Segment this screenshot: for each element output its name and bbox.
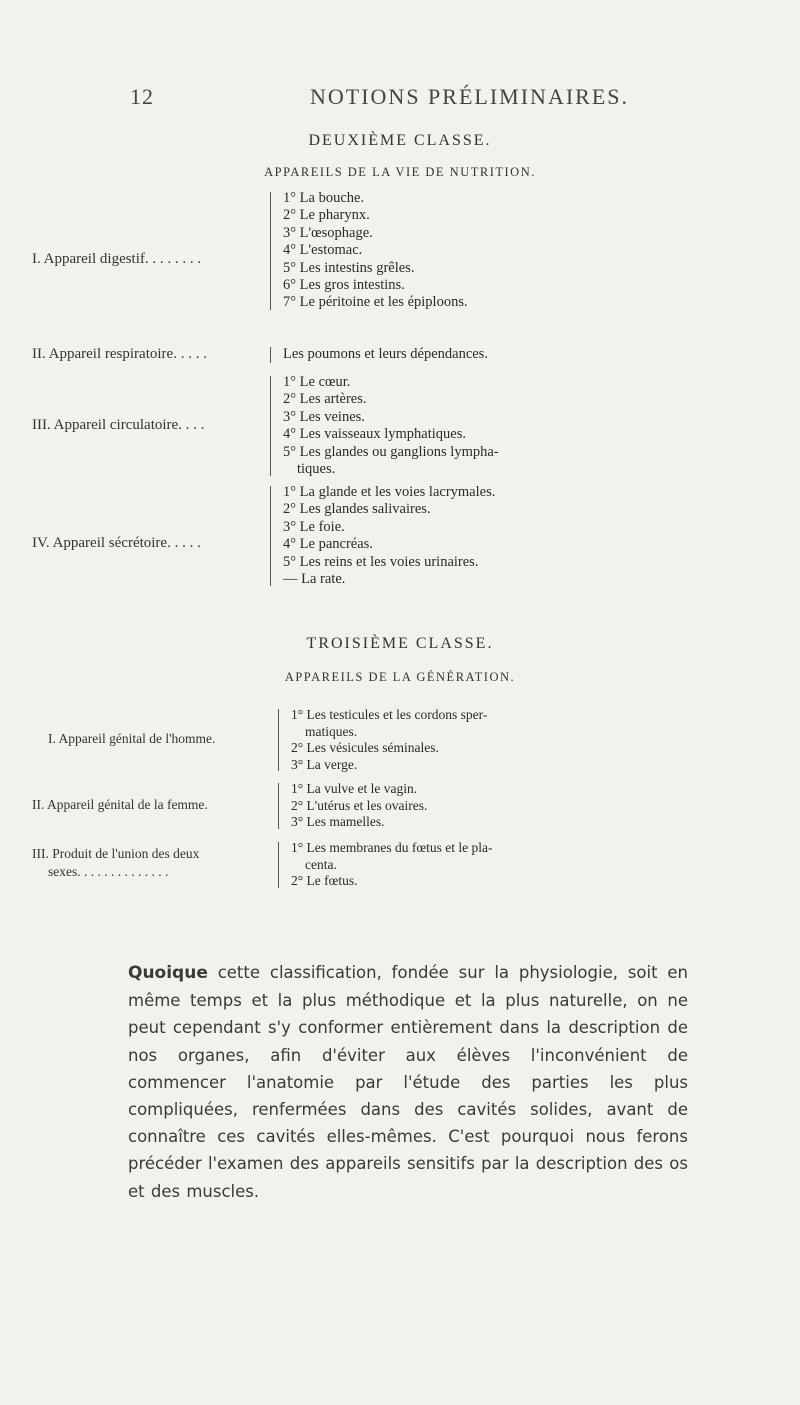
item-list	[283, 346, 488, 363]
list-item: 2° Le pharynx.	[283, 207, 370, 224]
list-item: 2° Les glandes salivaires.	[283, 501, 431, 518]
item-list	[291, 781, 427, 831]
brace	[270, 376, 277, 476]
list-item: 1° Les membranes du fœtus et le pla-	[291, 840, 493, 855]
second-class-title: DEUXIÈME CLASSE.	[308, 132, 492, 149]
group-label: I. Appareil génital de l'homme.	[48, 731, 216, 746]
group-label: II. Appareil génital de la femme.	[32, 797, 208, 812]
list-item: 3° La verge.	[291, 756, 358, 772]
running-head	[0, 84, 800, 110]
list-item: 5° Les glandes ou ganglions lympha-	[283, 443, 499, 460]
list-item: 1° Les testicules et les cordons sper-	[291, 707, 488, 722]
list-item: 1° La glande et les voies lacrymales.	[283, 484, 496, 500]
list-item: centa.	[305, 856, 337, 872]
list-item: 4° Les vaisseaux lymphatiques.	[283, 426, 466, 443]
list-item: 2° L'utérus et les ovaires.	[291, 797, 428, 813]
list-item: 3° Les mamelles.	[291, 814, 385, 829]
paragraph-lead-word: Quoique	[128, 963, 208, 983]
list-item: 2° Les artères.	[283, 391, 367, 408]
third-class-subtitle: APPAREILS DE LA GÉNÉRATION.	[284, 670, 516, 684]
brace	[278, 783, 285, 829]
page-number: 12	[130, 84, 154, 109]
item-list	[291, 840, 492, 890]
item-list	[291, 707, 487, 773]
brace	[270, 192, 277, 310]
list-item: tiques.	[297, 460, 336, 477]
third-class-title: TROISIÈME CLASSE.	[306, 635, 494, 652]
list-item: 5° Les reins et les voies urinaires.	[283, 553, 479, 570]
list-item: Les poumons et leurs dépendances.	[283, 346, 488, 362]
list-item: 3° Le foie.	[283, 518, 345, 535]
list-item: 7° Le péritoine et les épiploons.	[283, 294, 468, 311]
brace	[270, 347, 277, 363]
running-title: NOTIONS PRÉLIMINAIRES.	[310, 84, 629, 109]
item-list	[283, 484, 495, 588]
list-item: matiques.	[305, 723, 358, 739]
brace	[278, 842, 285, 888]
list-item: — La rate.	[283, 570, 346, 587]
list-item: 1° Le cœur.	[283, 374, 351, 390]
second-class-subtitle: APPAREILS DE LA VIE DE NUTRITION.	[264, 165, 536, 179]
item-list	[283, 374, 499, 478]
list-item: 2° Les vésicules séminales.	[291, 740, 439, 755]
group-label-continued: sexes. . . . . . . . . . . . . .	[48, 864, 169, 879]
item-list	[283, 190, 468, 312]
body-paragraph	[128, 959, 688, 1205]
list-item: 1° La vulve et le vagin.	[291, 781, 418, 796]
list-item: 4° L'estomac.	[283, 242, 363, 259]
list-item: 5° Les intestins grêles.	[283, 259, 415, 276]
list-item: 3° L'œsophage.	[283, 224, 373, 241]
brace	[270, 486, 277, 586]
group-label: III. Produit de l'union des deux	[32, 846, 200, 861]
group-label: III. Appareil circulatoire. . . .	[32, 417, 205, 433]
brace	[278, 709, 285, 771]
group-label: I. Appareil digestif. . . . . . . .	[32, 251, 202, 267]
paragraph-text: cette classification, fondée sur la physiologie, soit en même temps et la plus méthodique et la plus naturelle, on ne peut cependant s'y conformer entièrement dans la description de nos organes, afin d'éviter aux élèves l'inconvénient de commencer l'anatomie par l'étude des parties les plus compliquées, renfermées dans des cavités solides, avant de connaître ces cavités elles-mêmes. C'est pourquoi nous ferons précéder l'examen des appareils sensitifs par la description des os et des muscles.	[128, 963, 688, 1201]
list-item: 1° La bouche.	[283, 190, 365, 206]
list-item: 6° Les gros intestins.	[283, 276, 405, 293]
list-item: 3° Les veines.	[283, 408, 365, 425]
list-item: 2° Le fœtus.	[291, 873, 358, 888]
group-label: IV. Appareil sécrétoire. . . . .	[32, 535, 201, 551]
group-label: II. Appareil respiratoire. . . . .	[32, 346, 207, 362]
list-item: 4° Le pancréas.	[283, 536, 373, 553]
